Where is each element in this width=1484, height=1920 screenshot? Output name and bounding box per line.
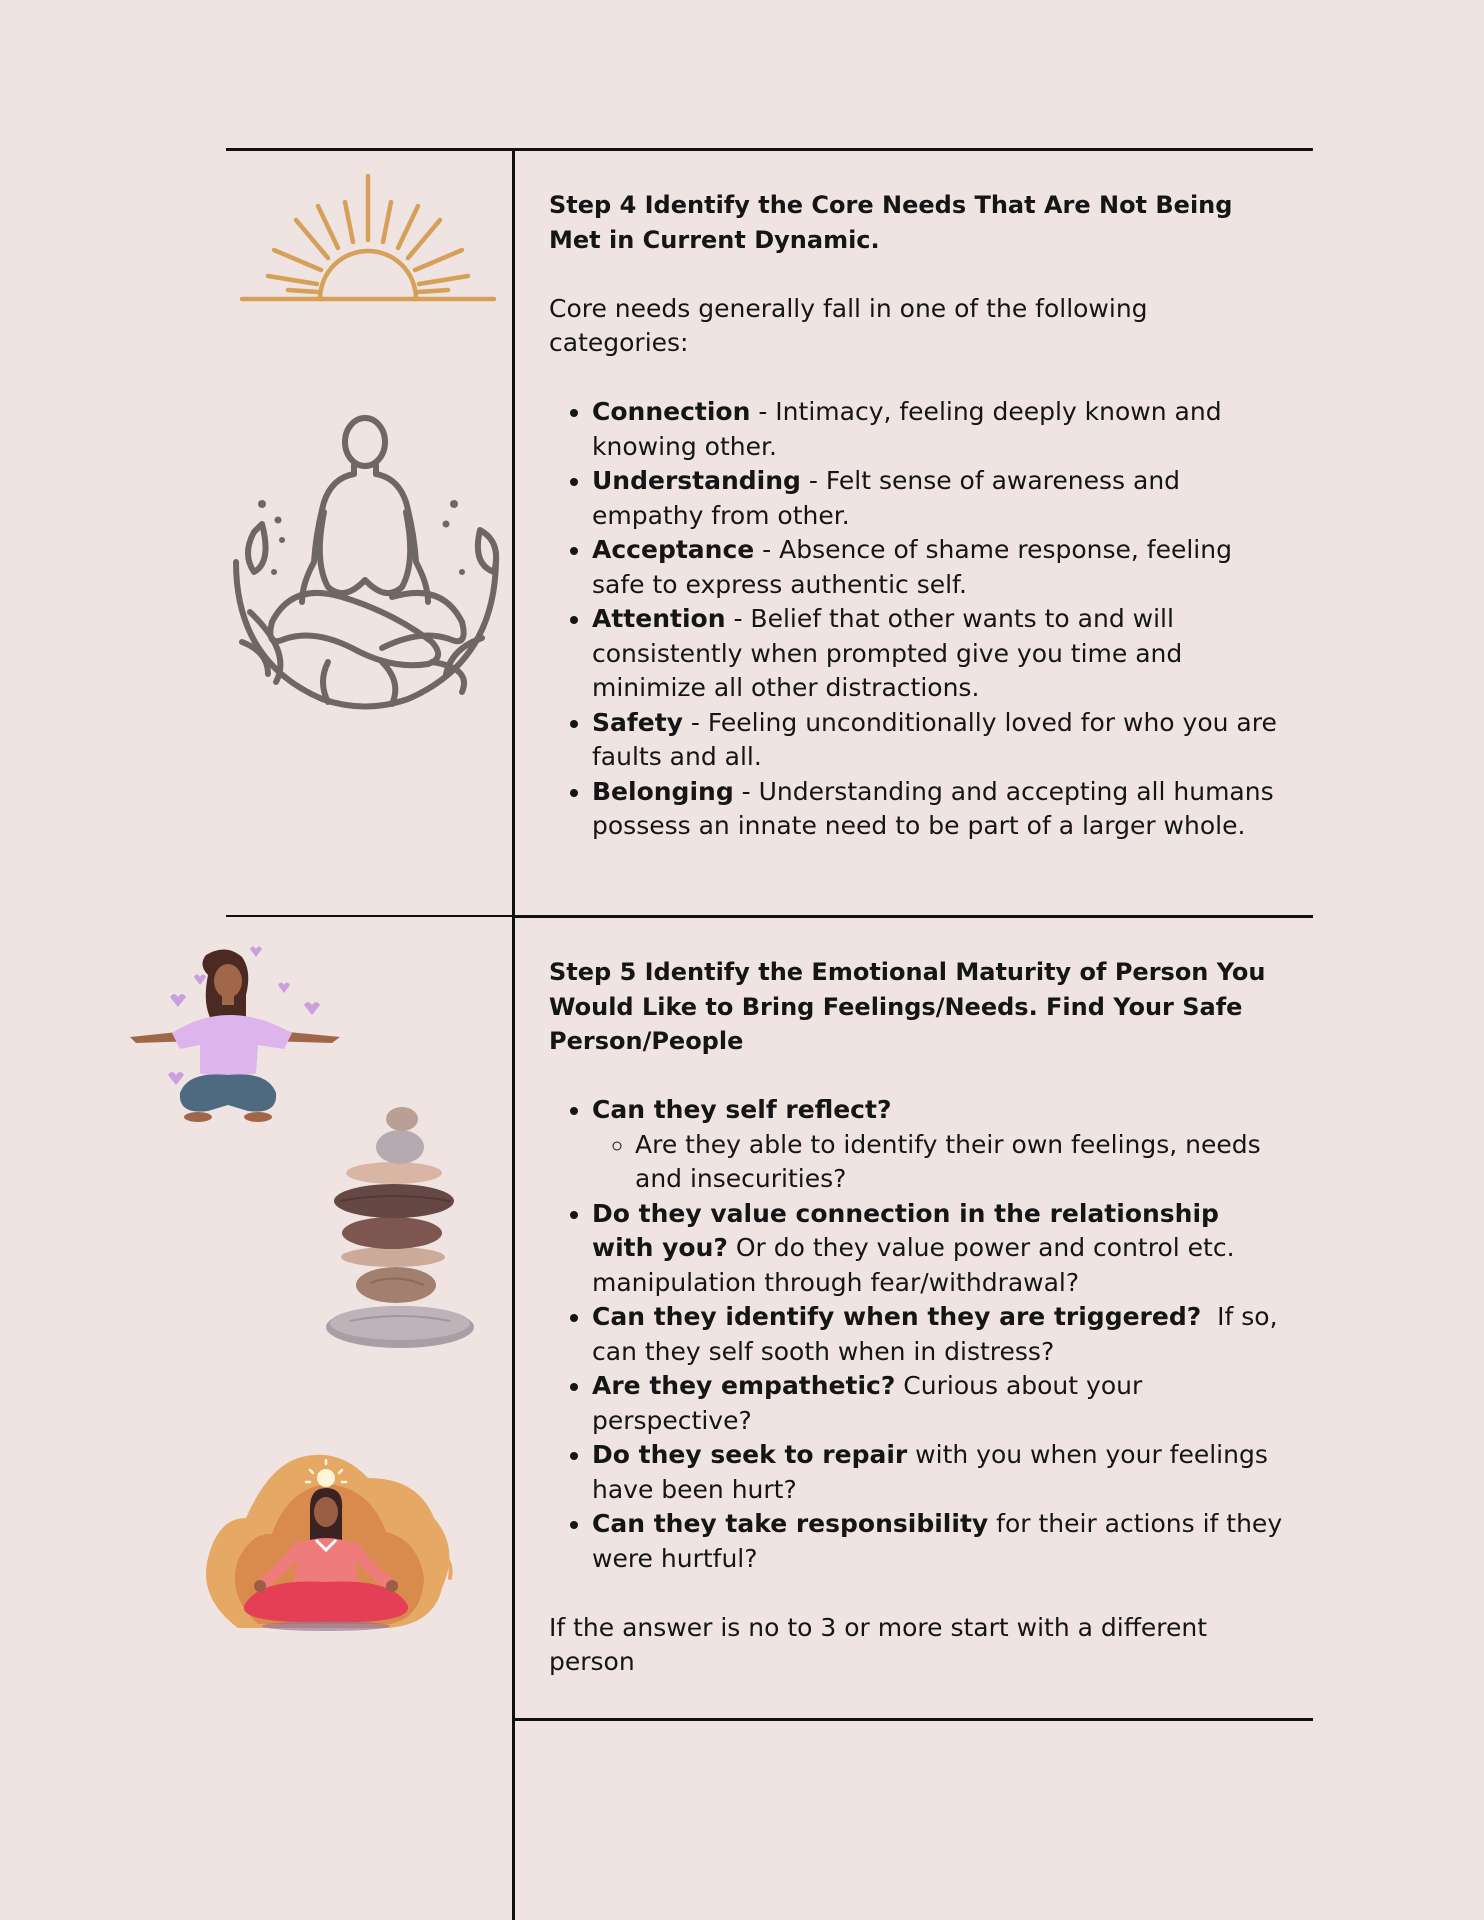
need-term: Connection (592, 397, 751, 426)
list-item (592, 1507, 1289, 1576)
step4-section (549, 188, 1289, 844)
need-desc: - Intimacy, feeling deeply known and knowing other. (592, 397, 1222, 461)
need-term: Belonging (592, 776, 734, 806)
left-mid-rule (226, 915, 514, 917)
list-item (592, 1093, 1289, 1197)
need-desc: - Felt sense of awareness and empathy from other. (592, 466, 1181, 530)
step4-intro: Core needs generally fall in one of the following categories: (549, 293, 1148, 357)
core-needs-list (549, 395, 1289, 844)
question-rest: Curious about your perspective? (592, 1371, 1143, 1435)
maturity-questions-list (549, 1093, 1289, 1576)
woman-open-arms-illustration (128, 945, 348, 1130)
need-term: Attention (592, 604, 726, 633)
list-item (592, 1438, 1289, 1507)
step5-heading: Step 5 Identify the Emotional Maturity of Person You Would Like to Bring Feelings/Needs. Find Your Safe Person/People (549, 958, 1266, 1055)
center-vertical-rule (512, 150, 515, 1920)
mid-rule (512, 915, 1313, 918)
woman-meditating-illustration (198, 1448, 464, 1633)
list-item (592, 1369, 1289, 1438)
list-item (592, 533, 1289, 602)
need-desc: - Belief that other wants to and will consistently when prompted give you time and minimize all other distractions. (592, 604, 1183, 702)
question-bold: Can they self reflect? (592, 1095, 892, 1124)
question-bold: Do they value connection in the relationship with you? (592, 1198, 1219, 1262)
need-term: Safety (592, 707, 683, 737)
question-rest: If so, can they self sooth when in distress? (592, 1302, 1286, 1366)
need-desc: - Feeling unconditionally loved for who you are faults and all. (592, 707, 1277, 771)
step5-section (549, 955, 1289, 1680)
list-item (592, 395, 1289, 464)
list-item (592, 602, 1289, 706)
list-item (592, 1300, 1289, 1369)
question-rest: with you when your feelings have been hurt? (592, 1440, 1268, 1504)
step5-conclusion: If the answer is no to 3 or more start with a different person (549, 1612, 1208, 1676)
meditation-figure-icon (232, 412, 502, 712)
list-item (592, 775, 1289, 844)
question-bold: Can they identify when they are triggered? (592, 1302, 1202, 1331)
step4-heading: Step 4 Identify the Core Needs That Are Not Being Met in Current Dynamic. (549, 191, 1233, 254)
sub-list (592, 1128, 1289, 1197)
question-rest: for their actions if they were hurtful? (592, 1509, 1283, 1573)
stacked-stones-illustration (320, 1105, 480, 1350)
sun-icon (238, 170, 498, 305)
need-term: Acceptance (592, 535, 755, 564)
sub-list-item: ◦ Are they able to identify their own feelings, needs and insecurities? (635, 1128, 1289, 1197)
question-bold: Are they empathetic? (592, 1371, 896, 1400)
question-bold: Do they seek to repair (592, 1440, 908, 1469)
need-desc: - Absence of shame response, feeling safe to express authentic self. (592, 535, 1232, 599)
bottom-rule (512, 1718, 1313, 1721)
list-item (592, 706, 1289, 775)
question-rest: Or do they value power and control etc. manipulation through fear/withdrawal? (592, 1233, 1235, 1297)
need-term: Understanding (592, 466, 801, 495)
list-item (592, 1197, 1289, 1301)
need-desc: - Understanding and accepting all humans possess an innate need to be part of a larger whole. (592, 776, 1274, 840)
list-item (592, 464, 1289, 533)
question-bold: Can they take responsibility (592, 1509, 989, 1538)
top-rule (226, 148, 1313, 151)
